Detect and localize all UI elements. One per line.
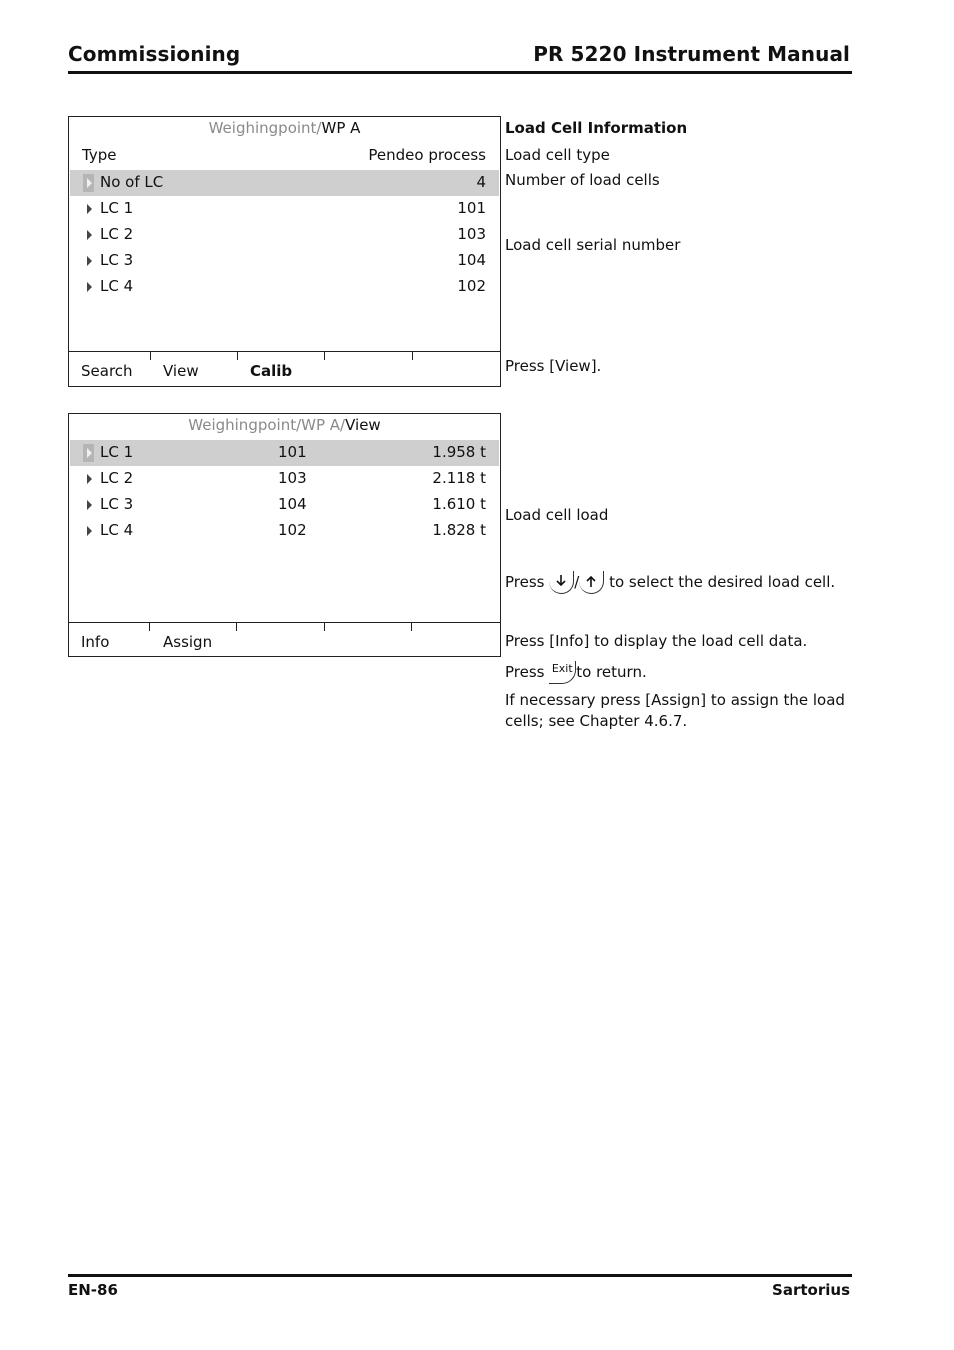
- chevron-right-icon: [87, 500, 92, 510]
- chevron-right-icon: [87, 256, 92, 266]
- row-load: 1.610 t: [432, 495, 486, 513]
- type-value: Pendeo process: [368, 146, 486, 164]
- row-label: LC 3: [100, 251, 134, 269]
- note-load-cell-type: Load cell type: [505, 146, 610, 164]
- note-press-info: Press [Info] to display the load cell data.: [505, 632, 808, 650]
- row-serial: 102: [278, 521, 307, 539]
- list-item-lc-2[interactable]: [70, 466, 499, 492]
- note-assign-line-2: cells; see Chapter 4.6.7.: [505, 712, 688, 730]
- row-value: 104: [457, 251, 486, 269]
- note-serial-number: Load cell serial number: [505, 236, 681, 254]
- softkey-bar: [69, 351, 500, 386]
- row-label: LC 2: [100, 225, 134, 243]
- row-label: LC 1: [100, 199, 134, 217]
- row-serial: 101: [278, 443, 307, 461]
- info-softkey[interactable]: Info: [81, 633, 110, 651]
- brand-name: Sartorius: [772, 1281, 850, 1299]
- page-number: EN-86: [68, 1281, 118, 1299]
- chevron-right-icon: [87, 282, 92, 292]
- path-current: View: [345, 416, 381, 434]
- manual-title: PR 5220 Instrument Manual: [533, 42, 850, 66]
- header-rule: [68, 71, 852, 74]
- row-load: 1.958 t: [432, 443, 486, 461]
- panel-path: [69, 416, 500, 434]
- path-prefix: Weighingpoint/: [208, 119, 322, 137]
- list-item-lc-3[interactable]: [70, 248, 499, 274]
- row-value: 103: [457, 225, 486, 243]
- note-load-cell-load: Load cell load: [505, 506, 609, 524]
- path-current: WP A: [321, 119, 361, 137]
- weighingpoint-panel: [68, 116, 501, 387]
- note-number-of-load-cells: Number of load cells: [505, 171, 660, 189]
- note-press-exit: Press Exit to return.: [505, 661, 647, 684]
- path-prefix: Weighingpoint/WP A/: [188, 416, 346, 434]
- row-label: LC 1: [100, 443, 134, 461]
- row-serial: 103: [278, 469, 307, 487]
- list-item-no-of-lc[interactable]: [70, 170, 499, 196]
- row-value: 101: [457, 199, 486, 217]
- list-item-lc-4[interactable]: [70, 518, 499, 544]
- exit-key-icon: Exit: [549, 661, 576, 684]
- view-panel: [68, 413, 501, 657]
- note-press-view: Press [View].: [505, 357, 602, 375]
- section-title: Commissioning: [68, 42, 241, 66]
- assign-softkey[interactable]: Assign: [163, 633, 213, 651]
- list-item-lc-1[interactable]: [70, 196, 499, 222]
- notes-heading: Load Cell Information: [505, 119, 688, 137]
- panel-path: [69, 119, 500, 137]
- note-assign-line-1: If necessary press [Assign] to assign the load: [505, 691, 845, 709]
- type-label: Type: [82, 146, 117, 164]
- chevron-right-icon: [87, 230, 92, 240]
- row-value: 4: [476, 173, 486, 191]
- search-softkey[interactable]: Search: [81, 362, 133, 380]
- arrow-up-key-icon: [579, 571, 604, 594]
- arrow-down-key-icon: [549, 571, 574, 594]
- list-item-lc-2[interactable]: [70, 222, 499, 248]
- chevron-right-icon: [87, 448, 92, 458]
- row-label: LC 2: [100, 469, 134, 487]
- row-load: 1.828 t: [432, 521, 486, 539]
- chevron-right-icon: [87, 204, 92, 214]
- list-item-lc-3[interactable]: [70, 492, 499, 518]
- row-label: LC 3: [100, 495, 134, 513]
- list-item-lc-4[interactable]: [70, 274, 499, 300]
- row-label: LC 4: [100, 277, 134, 295]
- calib-softkey[interactable]: Calib: [250, 362, 293, 380]
- row-serial: 104: [278, 495, 307, 513]
- chevron-right-icon: [87, 178, 92, 188]
- chevron-right-icon: [87, 474, 92, 484]
- view-softkey[interactable]: View: [163, 362, 199, 380]
- type-row: [70, 143, 499, 169]
- softkey-bar: [69, 622, 500, 656]
- chevron-right-icon: [87, 526, 92, 536]
- list-item-lc-1[interactable]: [70, 440, 499, 466]
- row-label: No of LC: [100, 173, 164, 191]
- note-press-select: Press / to select the desired load cell.: [505, 571, 835, 594]
- footer-rule: [68, 1274, 852, 1277]
- row-load: 2.118 t: [432, 469, 486, 487]
- row-value: 102: [457, 277, 486, 295]
- row-label: LC 4: [100, 521, 134, 539]
